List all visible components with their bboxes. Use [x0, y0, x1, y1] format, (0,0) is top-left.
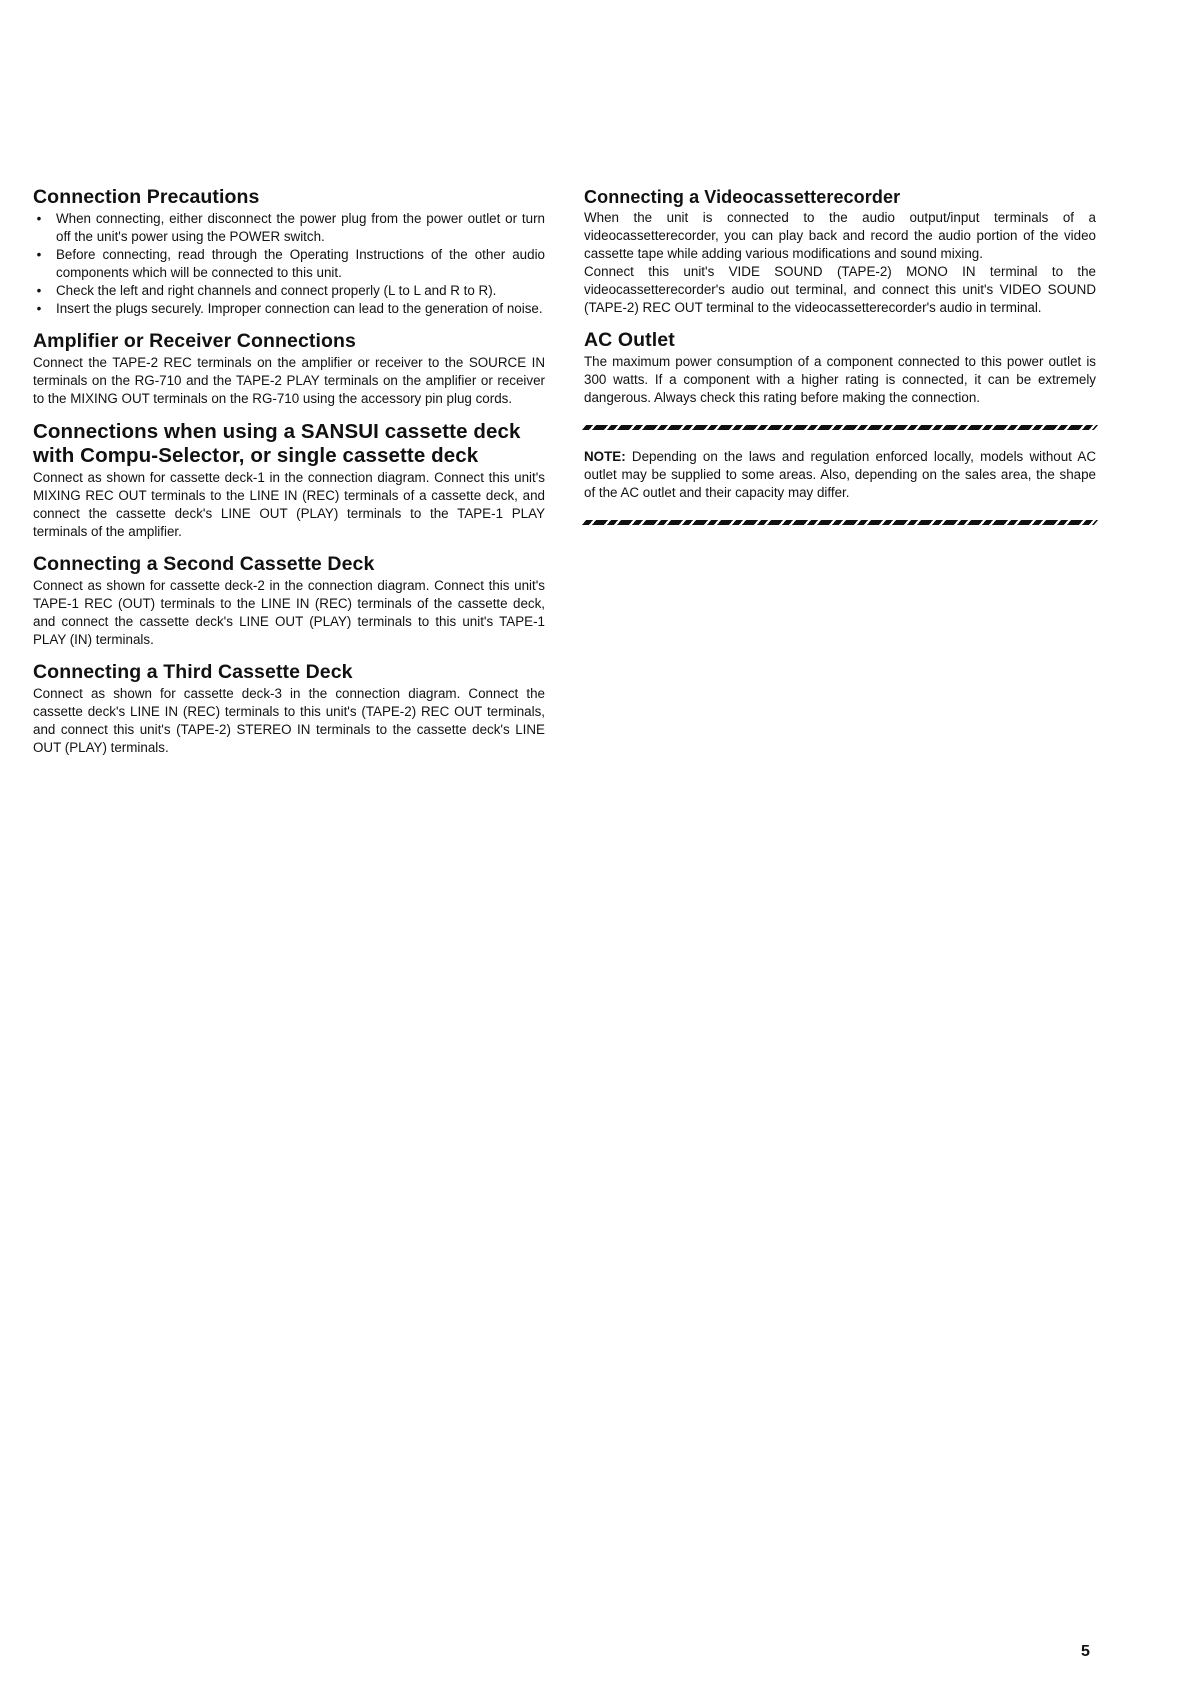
note-paragraph [584, 448, 1096, 502]
note-label: NOTE: [584, 449, 626, 464]
section-body: Connect as shown for cassette deck-2 in the connection diagram. Connect this unit's TAPE-1 REC (OUT) terminals to the LINE IN (REC) terminals of the cassette deck, and connect the cassette deck's LINE OUT (PLAY) terminals to this unit's TAPE-1 PLAY (IN) terminals. [33, 578, 545, 647]
section-body: Connect the TAPE-2 REC terminals on the amplifier or receiver to the SOURCE IN terminals on the RG-710 and the TAPE-2 PLAY terminals on the amplifier or receiver to the MIXING OUT terminals on the RG-710 using the accessory pin plug cords. [33, 355, 545, 406]
note-body: Depending on the laws and regulation enforced locally, models without AC outlet may be supplied to some areas. Also, depending on the sales area, the shape of the AC outlet and their capacity may differ. [584, 449, 1096, 500]
section-title: Connecting a Third Cassette Deck [33, 661, 353, 683]
list-item-text: Check the left and right channels and connect properly (L to L and R to R). [56, 283, 497, 298]
bullet-icon: • [36, 211, 42, 226]
section-title: Connection Precautions [33, 186, 260, 208]
section-amplifier-connections [33, 330, 545, 408]
bullet-icon: • [36, 301, 42, 316]
section-title: Connecting a Videocassetterecorder [584, 187, 901, 207]
page-number: 5 [1081, 1643, 1090, 1660]
list-item [33, 300, 545, 318]
list-item [33, 282, 545, 300]
section-videocassetterecorder [584, 187, 1096, 317]
list-item-text: Before connecting, read through the Operating Instructions of the other audio components which will be connected to this unit. [56, 247, 545, 280]
divider-top [582, 425, 1098, 430]
list-item [33, 210, 545, 246]
section-second-cassette-deck [33, 553, 545, 649]
bullet-icon: • [36, 247, 42, 262]
section-body: The maximum power consumption of a component connected to this power outlet is 300 watts. If a component with a higher rating is connected, it can be extremely dangerous. Always check this rating before making the connection. [584, 354, 1096, 405]
section-title: Amplifier or Receiver Connections [33, 330, 356, 352]
section-body: When the unit is connected to the audio output/input terminals of a videocassetterecorder, you can play back and record the audio portion of the video cassette tape while adding various modifications and sound mixing. [584, 210, 1096, 261]
list-item-text: When connecting, either disconnect the power plug from the power outlet or turn off the unit's power using the POWER switch. [56, 211, 545, 244]
section-sansui-connections [33, 420, 545, 541]
section-body: Connect this unit's VIDE SOUND (TAPE-2) MONO IN terminal to the videocassetterecorder's audio out terminal, and connect this unit's VIDEO SOUND (TAPE-2) REC OUT terminal to the videocassetterecorder's audio in terminal. [584, 264, 1096, 315]
section-body: Connect as shown for cassette deck-3 in the connection diagram. Connect the cassette deck's LINE IN (REC) terminals to this unit's (TAPE-2) REC OUT terminals, and connect this unit's (TAPE-2) STEREO IN terminals to the cassette deck's LINE OUT (PLAY) terminals. [33, 686, 545, 755]
list-item [33, 246, 545, 282]
section-body: Connect as shown for cassette deck-1 in the connection diagram. Connect this unit's MIXING REC OUT terminals to the LINE IN (REC) terminals of a cassette deck, and connect the cassette deck's LINE OUT (PLAY) terminals to the TAPE-1 PLAY terminals of the amplifier. [33, 470, 545, 539]
divider-bottom [582, 520, 1098, 525]
section-connection-precautions [33, 186, 545, 318]
precautions-list [33, 210, 545, 318]
section-title: Connections when using a SANSUI cassette deck with Compu-Selector, or single cassette deck [33, 420, 521, 467]
section-title: Connecting a Second Cassette Deck [33, 553, 375, 575]
bullet-icon: • [36, 283, 42, 298]
right-column [584, 187, 1096, 543]
section-third-cassette-deck [33, 661, 545, 757]
section-title: AC Outlet [584, 329, 675, 351]
left-column [33, 186, 545, 769]
section-ac-outlet [584, 329, 1096, 407]
list-item-text: Insert the plugs securely. Improper connection can lead to the generation of noise. [56, 301, 543, 316]
